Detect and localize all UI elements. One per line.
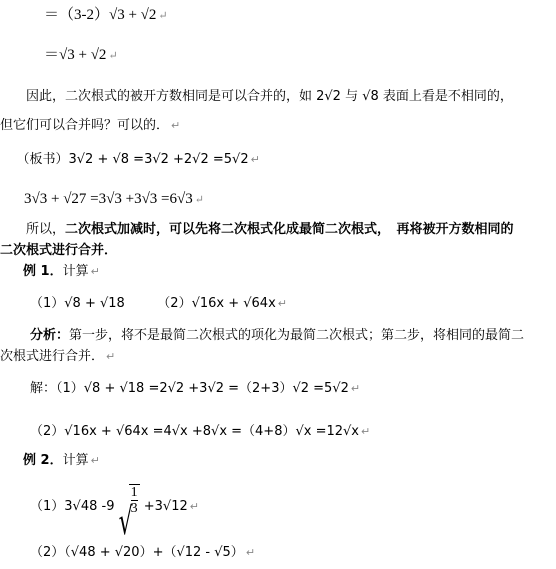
return-mark-icon: ↵ [194, 194, 204, 206]
fraction [129, 484, 140, 516]
analysis-label: 分析： [30, 328, 70, 343]
example-1-heading-text: 计算 [62, 264, 89, 279]
example-2-item-2 [30, 544, 255, 562]
example-2-heading [10, 452, 100, 470]
fraction-numerator: √ 1 [130, 485, 138, 500]
example-2-item-2-text: （2）（√48 + √20）+（√12 - √5） [30, 545, 244, 560]
solution-1-text: 解：（1）√8 + √18 =2√2 +3√2 =（2+3）√2 =5√2 [30, 381, 349, 396]
board-line [10, 151, 260, 169]
example-2-label: 例 2． [10, 453, 63, 468]
example-1-label: 例 1． [10, 264, 63, 279]
example-2-item-1-post: +3√12 [143, 499, 188, 514]
analysis-text-b: 次根式进行合并． [0, 349, 105, 364]
equation-line [24, 190, 204, 209]
example-1-items [30, 295, 287, 313]
conclusion-line-1 [0, 221, 514, 239]
solution-1 [30, 380, 360, 398]
paragraph-1-text-a: 因此，二次根式的被开方数相同是可以合并的，如 2√2 与 √8 表面上看是不相同的， [0, 89, 513, 104]
fraction-denominator: 3 [130, 501, 138, 516]
return-mark-icon: ↵ [245, 546, 256, 559]
example-2-item-1 [30, 484, 199, 524]
solution-2-text: （2）√16x + √64x =4√x +8√x =（4+8）√x =12√x [30, 424, 359, 439]
analysis-line-1 [30, 327, 524, 345]
paragraph-1-line-2 [0, 117, 180, 135]
return-mark-icon: ↵ [106, 350, 116, 363]
return-mark-icon: ↵ [350, 382, 361, 395]
paragraph-1-line-1 [0, 88, 513, 106]
conclusion-bold-b: 二次根式进行合并． [0, 243, 118, 258]
return-mark-icon: ↵ [90, 454, 100, 467]
return-mark-icon: ↵ [171, 119, 181, 132]
return-mark-icon: ↵ [90, 265, 100, 278]
board-text: （板书）3√2 + √8 =3√2 +2√2 =5√2 [10, 152, 249, 167]
conclusion-bold-a: 二次根式加减时，可以先将二次根式化成最简二次根式， 再将被开方数相同的 [65, 222, 514, 237]
solution-2 [30, 423, 370, 441]
analysis-line-2 [0, 348, 115, 366]
example-2-heading-text: 计算 [62, 453, 89, 468]
paragraph-1-text-b: 但它们可以合并吗？可以的． [0, 118, 170, 133]
line-1 [44, 6, 168, 25]
return-mark-icon: ↵ [189, 500, 199, 513]
return-mark-icon: ↵ [158, 10, 168, 22]
return-mark-icon: ↵ [361, 425, 371, 438]
example-1-heading [10, 263, 100, 281]
fraction-radical [119, 484, 140, 529]
return-mark-icon: ↵ [108, 50, 118, 62]
example-1-items-text: （1）√8 + √18 （2）√16x + √64x [30, 296, 276, 311]
return-mark-icon: ↵ [277, 297, 287, 310]
line-2 [44, 46, 118, 65]
return-mark-icon: ↵ [250, 153, 260, 166]
conclusion-pre: 所以， [0, 222, 66, 237]
example-2-item-1-pre: （1）3√48 -9 [30, 499, 115, 514]
equation-text: 3√3 + √27 =3√3 +3√3 =6√3 [24, 191, 193, 207]
line-2-text: ＝√3 + √2 [44, 47, 107, 63]
analysis-text-a: 第一步，将不是最简二次根式的项化为最简二次根式；第二步，将相同的最简二 [69, 328, 525, 343]
conclusion-line-2 [0, 242, 117, 260]
line-1-text: ＝（3-2）√3 + √2 [44, 7, 157, 23]
